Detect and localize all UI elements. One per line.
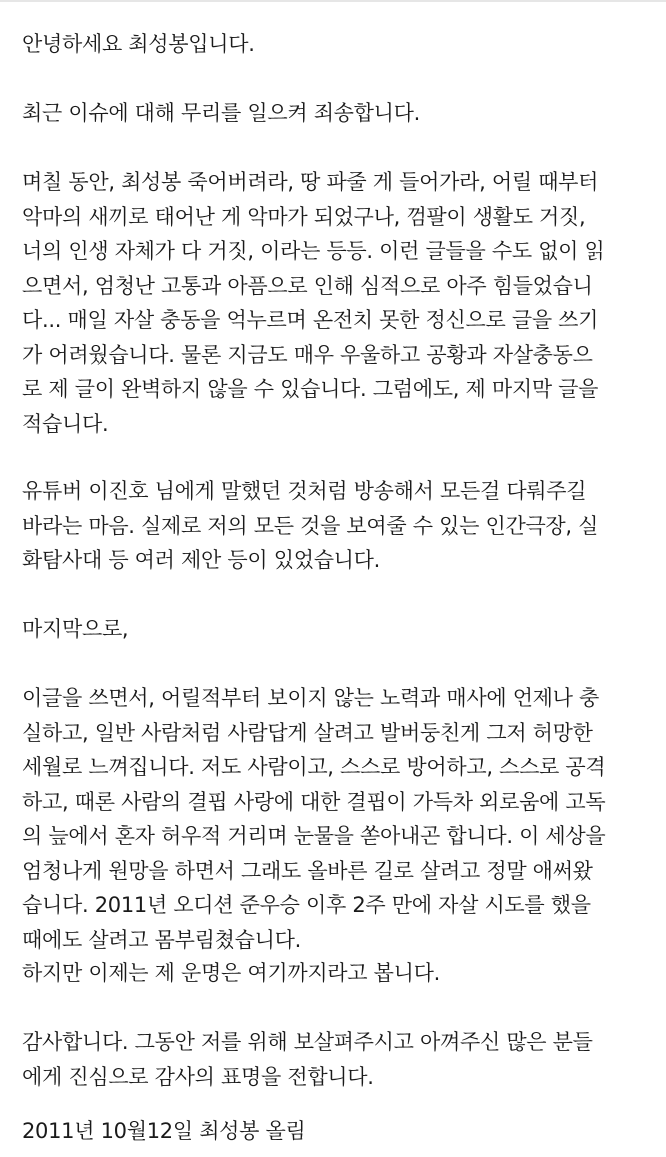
- text-line: 바라는 마음. 실제로 저의 모든 것을 보여줄 수 있는 인간극장, 실: [22, 513, 599, 538]
- text-line: 의 늪에서 혼자 허우적 거리며 눈물을 쏟아내곤 합니다. 이 세상을: [22, 824, 606, 848]
- text-line: 으면서, 엄청난 고통과 아픔으로 인해 심적으로 아주 힘들었습니: [22, 273, 593, 298]
- text-line: 화탐사대 등 여러 제안 등이 있었습니다.: [22, 548, 381, 572]
- apology-paragraph: [22, 96, 420, 131]
- text-line: 마지막으로,: [22, 617, 129, 641]
- thanks-paragraph: [22, 1025, 593, 1094]
- text-line: 때에도 살려고 몸부림쳤습니다.: [22, 927, 301, 952]
- text-line: 다... 매일 자살 충동을 억누르며 온전치 못한 정신으로 글을 쓰기: [22, 308, 599, 332]
- fate-paragraph: [22, 956, 440, 991]
- text-line: 하지만 이제는 제 운명은 여기까지라고 봅니다.: [22, 961, 440, 985]
- youtuber-paragraph: [22, 474, 598, 578]
- text-line: 감사합니다. 그동안 저를 위해 보살펴주시고 아껴주신 많은 분들: [22, 1030, 593, 1054]
- text-line: 로 제 글이 완벽하지 않을 수 있습니다. 그럼에도, 제 마지막 글을: [22, 377, 599, 401]
- text-line: 에게 진심으로 감사의 표명을 전합니다.: [22, 1064, 374, 1089]
- text-line: 실하고, 일반 사람처럼 사람답게 살려고 발버둥친게 그저 허망한: [22, 720, 593, 745]
- text-line: 습니다. 2011년 오디션 준우승 이후 2주 만에 자살 시도를 했을: [22, 893, 591, 917]
- text-line: 며칠 동안, 최성봉 죽어버려라, 땅 파줄 게 들어가라, 어릴 때부터: [22, 170, 599, 194]
- signature-line: [22, 1114, 306, 1149]
- text-line: 안녕하세요 최성봉입니다.: [22, 32, 255, 56]
- text-line: 유튜버 이진호 님에게 말했던 것처럼 방송해서 모든걸 다뤄주길: [22, 479, 587, 503]
- text-line: 엄청나게 원망을 하면서 그래도 올바른 길로 살려고 정말 애써왔: [22, 858, 593, 883]
- finally-paragraph: [22, 612, 128, 647]
- date-signature: 2011년 10월12일 최성봉 올림: [22, 1119, 306, 1143]
- text-line: 너의 인생 자체가 다 거짓, 이라는 등등. 이런 글들을 수도 없이 읽: [22, 239, 605, 263]
- greeting-paragraph: [22, 27, 255, 62]
- text-line: 세월로 느껴집니다. 저도 사람이고, 스스로 방어하고, 스스로 공격: [22, 755, 606, 779]
- text-line: 가 어려웠습니다. 물론 지금도 매우 우울하고 공황과 자살충동으: [22, 342, 593, 367]
- top-divider: [0, 0, 666, 2]
- text-line: 악마의 새끼로 태어난 게 악마가 되었구나, 껌팔이 생활도 거짓,: [22, 204, 586, 229]
- text-line: 적습니다.: [22, 411, 109, 436]
- text-line: 이글을 쓰면서, 어릴적부터 보이지 않는 노력과 매사에 언제나 충: [22, 686, 600, 710]
- suffering-paragraph: [22, 165, 605, 441]
- text-line: 하고, 때론 사람의 결핍 사랑에 대한 결핍이 가득차 외로움에 고독: [22, 789, 606, 814]
- text-line: 최근 이슈에 대해 무리를 일으켜 죄송합니다.: [22, 101, 420, 125]
- reflection-paragraph: [22, 681, 605, 957]
